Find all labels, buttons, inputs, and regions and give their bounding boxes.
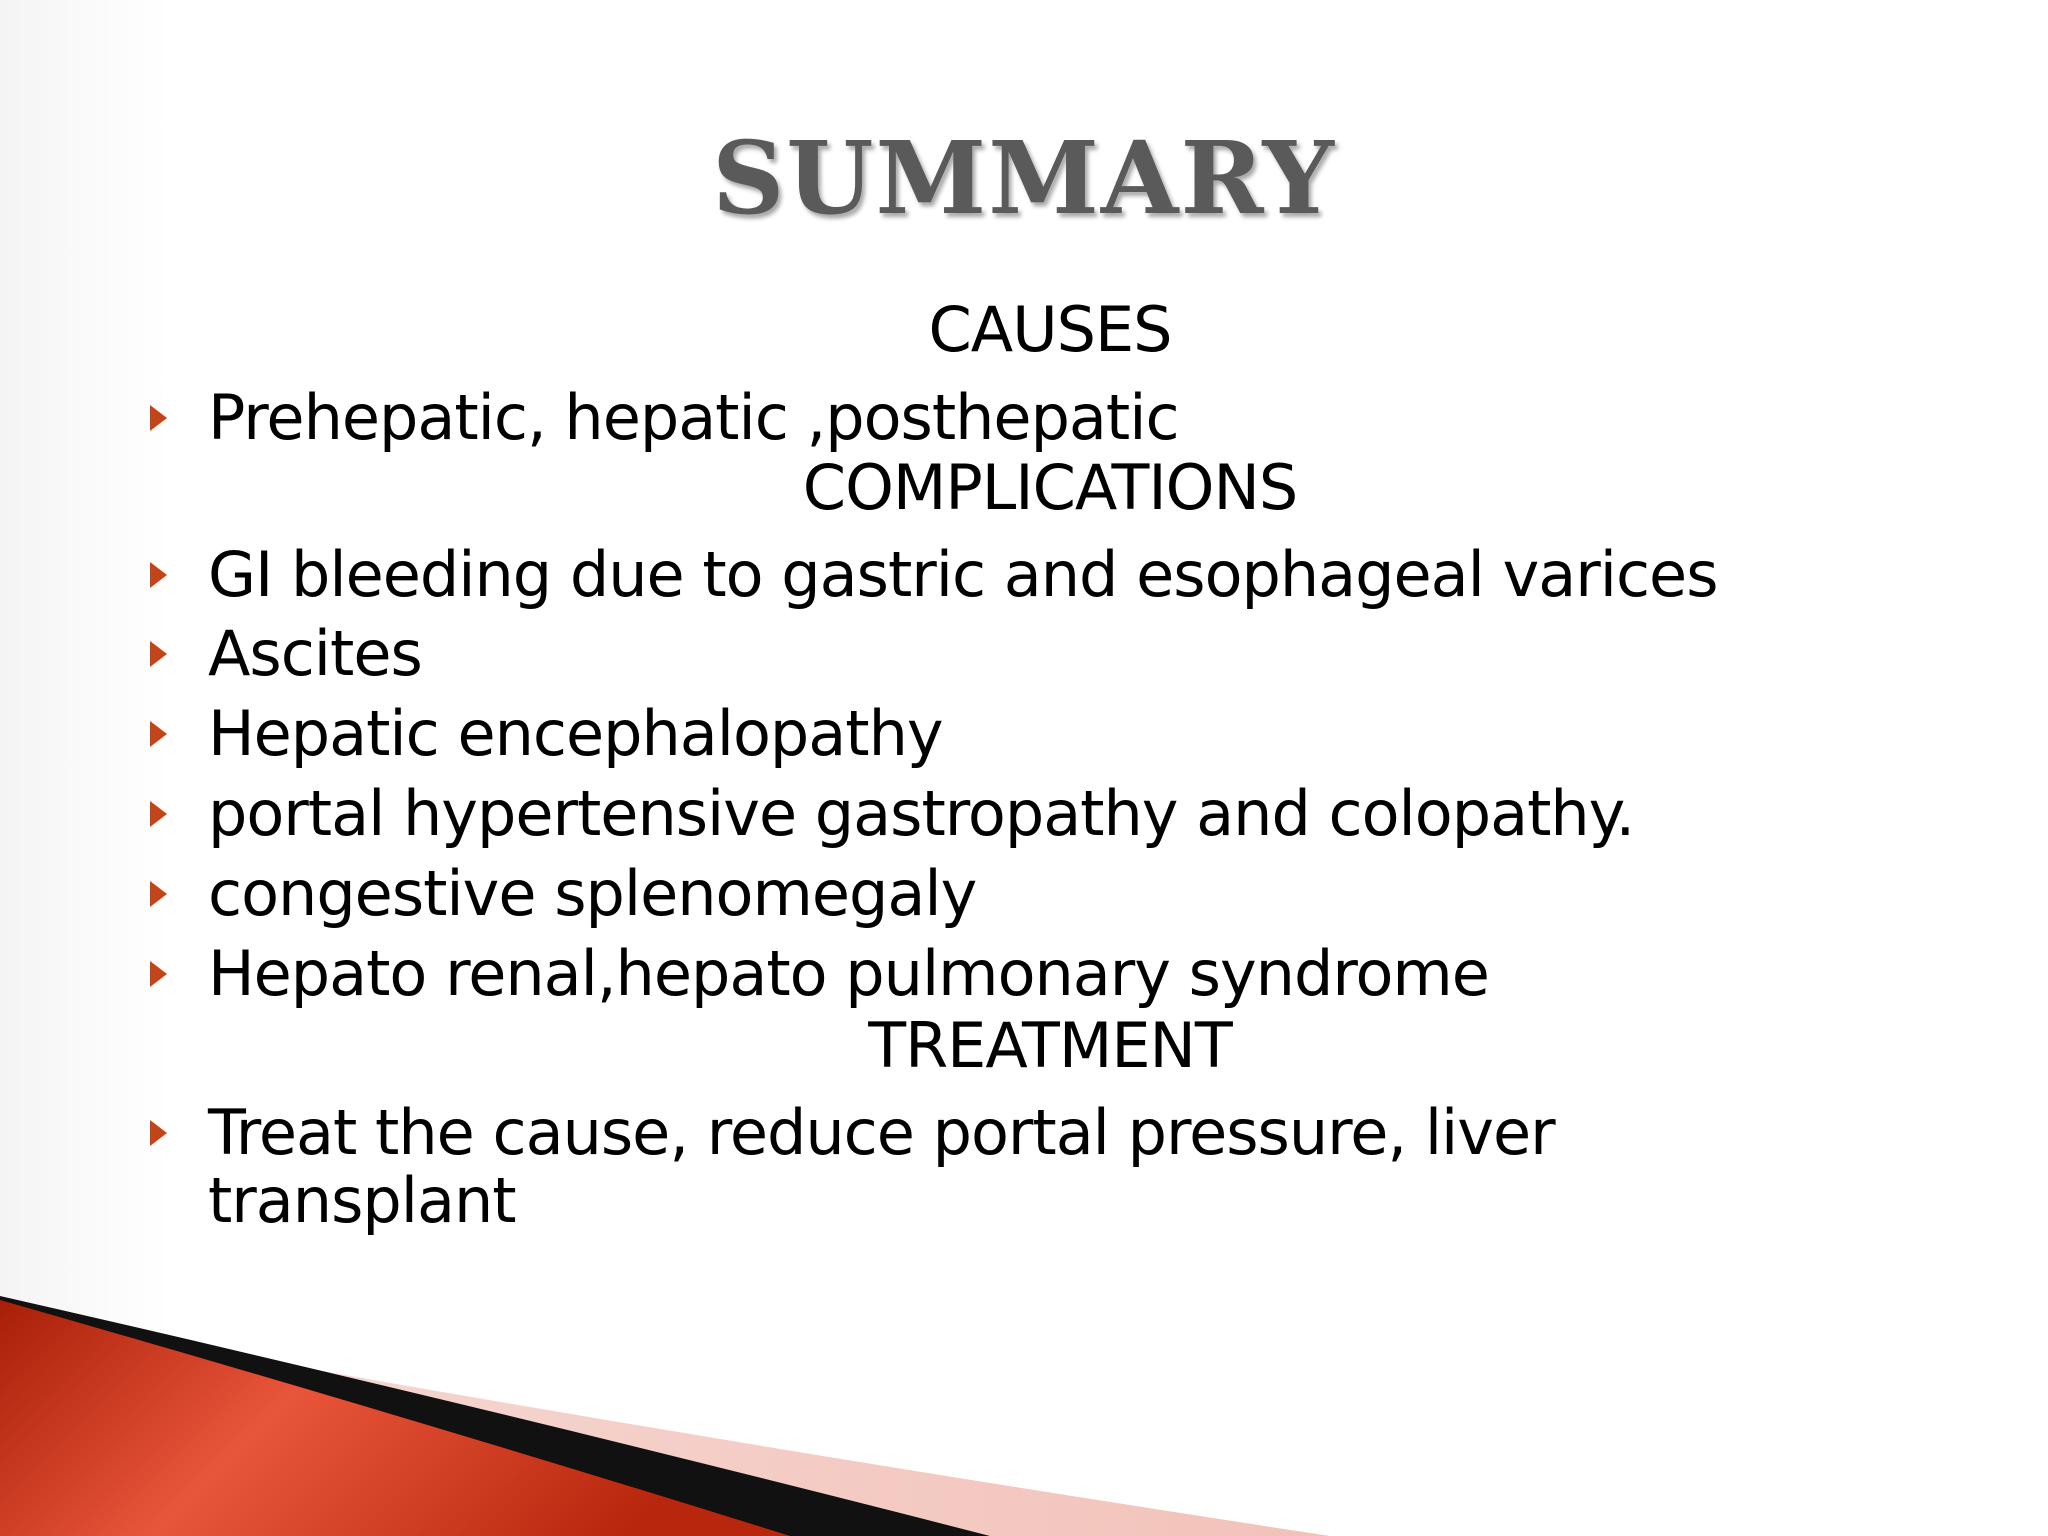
triangle-bullet-icon: [150, 1120, 167, 1146]
list-item: Hepatic encephalopathy: [208, 697, 943, 770]
list-item: congestive splenomegaly: [208, 857, 977, 930]
list-item: Hepato renal,hepato pulmonary syndrome: [208, 937, 1489, 1010]
section-heading-treatment: TREATMENT: [868, 1009, 1232, 1082]
list-item: Prehepatic, hepatic ,posthepatic: [208, 381, 1179, 454]
list-item: portal hypertensive gastropathy and colopathy.: [208, 777, 1635, 850]
red-swoosh: [0, 1300, 790, 1536]
triangle-bullet-icon: [150, 961, 167, 987]
section-heading-complications: COMPLICATIONS: [802, 451, 1298, 524]
triangle-bullet-icon: [150, 641, 167, 667]
list-item: GI bleeding due to gastric and esophageal varices: [208, 538, 1718, 611]
triangle-bullet-icon: [150, 801, 167, 827]
slide-title: SUMMARY: [712, 119, 1336, 237]
triangle-bullet-icon: [150, 721, 167, 747]
section-heading-causes: CAUSES: [928, 293, 1172, 366]
triangle-bullet-icon: [150, 881, 167, 907]
list-item: Ascites: [208, 617, 422, 690]
triangle-bullet-icon: [150, 562, 167, 588]
list-item: Treat the cause, reduce portal pressure, liver transplant: [208, 1096, 1555, 1237]
triangle-bullet-icon: [150, 405, 167, 431]
